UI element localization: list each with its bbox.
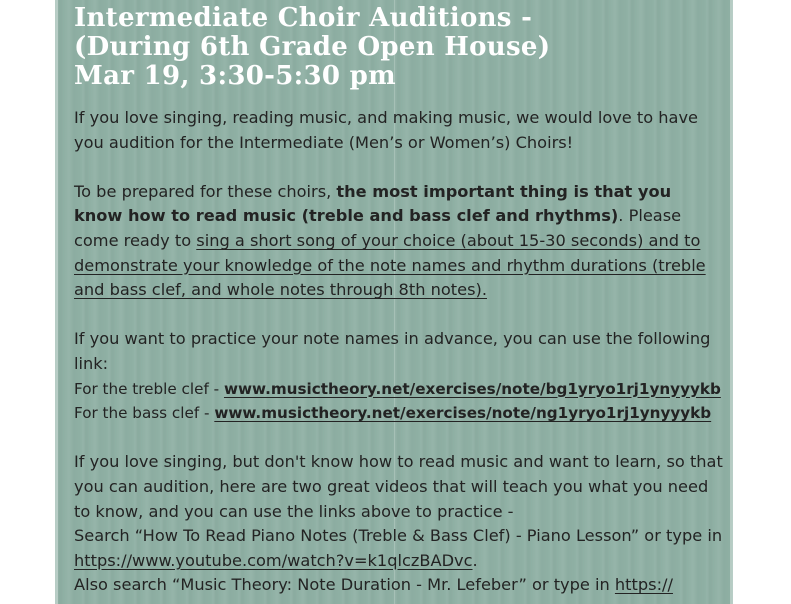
search-piano-notes-text: Search “How To Read Piano Notes (Treble & Bass Clef) - Piano Lesson” or type in [74, 526, 723, 546]
treble-clef-line [74, 377, 724, 402]
title-line-date: Mar 19, 3:30-5:30 pm [74, 61, 396, 91]
bass-clef-label: For the bass clef - [74, 404, 215, 423]
intro-paragraph: If you love singing, reading music, and making music, we would love to have you audition for the Intermediate (Men’s or Women’s) Choirs! [74, 108, 699, 152]
search-piano-notes-end: . [472, 550, 478, 570]
panel-left-edge [55, 0, 58, 604]
flyer-body [74, 106, 724, 598]
prepare-mid: . Please come ready to [74, 206, 682, 250]
prepare-paragraph [74, 180, 724, 303]
treble-clef-link[interactable]: www.musictheory.net/exercises/note/bg1yryo1rj1ynyyykb [223, 379, 721, 398]
panel-right-edge [730, 0, 733, 604]
note-duration-video-link[interactable]: https:// [614, 575, 673, 595]
prepare-underlined-text: sing a short song of your choice (about 15-30 seconds) and to demonstrate your knowledge of the note names and rhythm durations (treble and bass clef, and whole notes through 8th notes). [74, 230, 706, 300]
search-note-duration-line [74, 573, 724, 598]
prepare-lead: To be prepared for these choirs, [74, 181, 337, 201]
prepare-bold-text: the most important thing is that you know how to read music (treble and bass clef and rhythms) [74, 181, 672, 226]
practice-intro: If you want to practice your note names in advance, you can use the following link: [74, 329, 711, 373]
practice-paragraph [74, 327, 724, 425]
piano-lesson-video-link[interactable]: https://www.youtube.com/watch?v=k1qlczBADvc [74, 550, 473, 570]
bass-clef-line [74, 401, 724, 426]
title-line-1: Intermediate Choir Auditions - [74, 3, 533, 33]
title-line-2: (During 6th Grade Open House) [74, 32, 551, 62]
search-note-duration-text: Also search “Music Theory: Note Duration - Mr. Lefeber” or type in [74, 575, 615, 595]
flyer-content [74, 4, 724, 604]
learn-paragraph [74, 450, 724, 598]
treble-clef-label: For the treble clef - [74, 379, 224, 398]
audition-title [74, 4, 724, 91]
search-piano-notes-line [74, 524, 724, 573]
bass-clef-link[interactable]: www.musictheory.net/exercises/note/ng1yryo1rj1ynyyykb [214, 404, 712, 423]
learn-intro: If you love singing, but don't know how to read music and want to learn, so that you can audition, here are two great videos that will teach you what you need to know, and you can use the links above to practice - [74, 452, 723, 521]
